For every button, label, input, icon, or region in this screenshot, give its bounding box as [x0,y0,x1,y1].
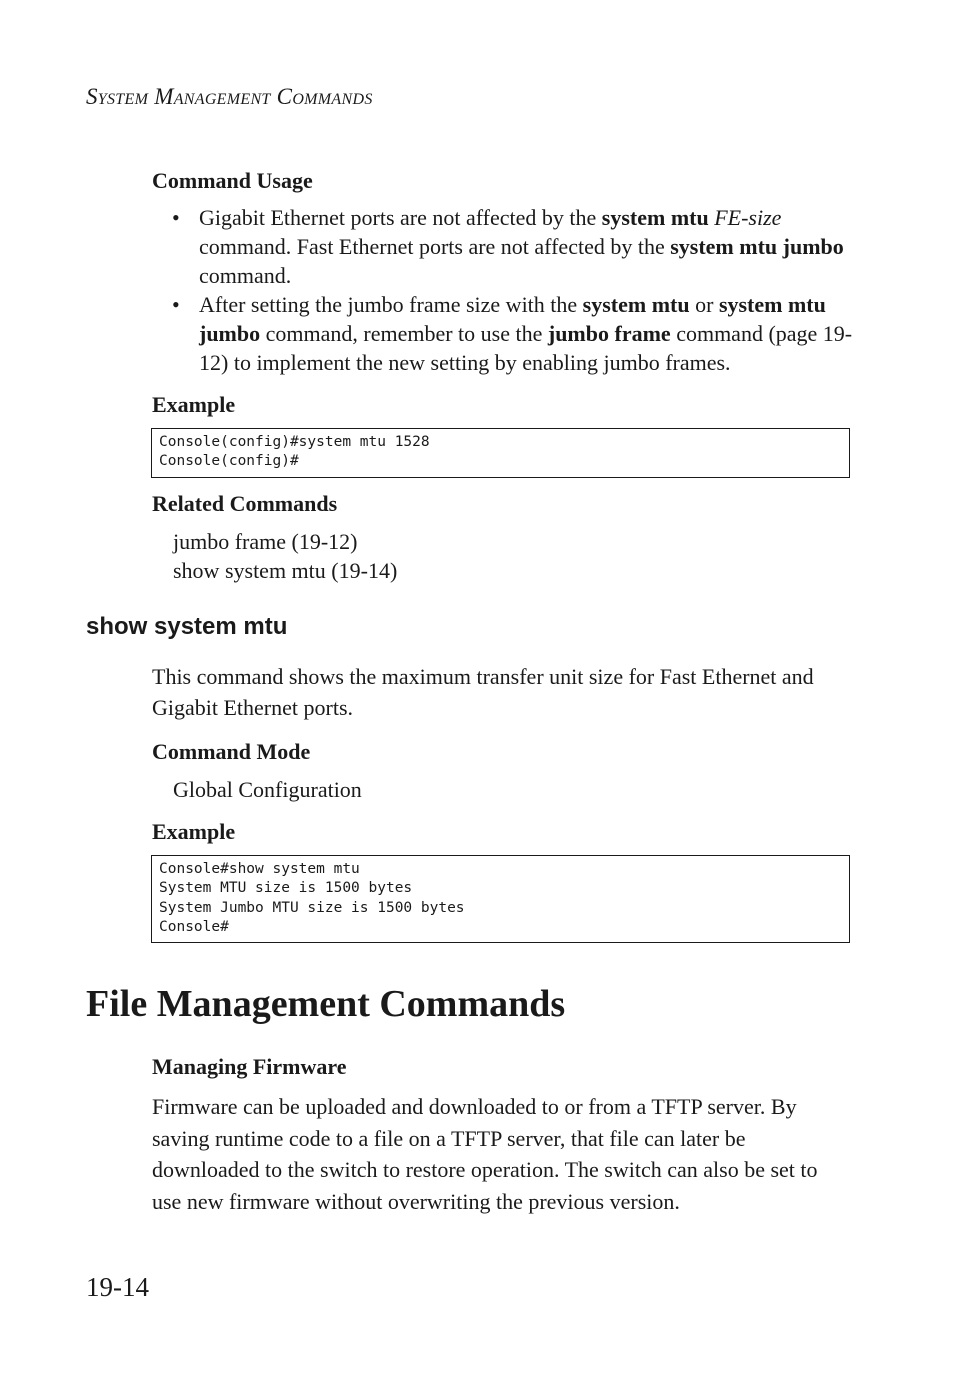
command-mode-value: Global Configuration [173,777,362,802]
usage-bullet-2 [172,290,862,377]
running-header: System Management Commands [86,84,373,109]
usage-bullet-2-text: After setting the jumbo frame size with the system mtu or system mtu jumbo command, remember to use the jumbo frame command (page 19-12) to implement the new setting by enabling jumbo frames. [199,292,853,375]
chapter-title: File Management Commands [86,983,566,1025]
firmware-paragraph: Firmware can be uploaded and downloaded to or from a TFTP server. By saving runtime code to a file on a TFTP server, that file can later be downloaded to the switch to restore operation. The switch can also be set to use new firmware without overwriting the previous version. [152,1094,818,1214]
example-heading-2: Example [152,819,236,844]
related-commands-list [173,527,397,585]
related-command-link[interactable]: jumbo frame (19-12) [173,529,358,554]
usage-bullet-1-text: Gigabit Ethernet ports are not affected by the system mtu FE-size command. Fast Ethernet ports are not affected by the system mtu jumbo command. [199,205,844,288]
bullet-dot: • [172,292,180,317]
example-heading-1: Example [152,392,236,417]
command-usage-list [172,203,862,377]
example-code-box-2: Console#show system mtu System MTU size is 1500 bytes System Jumbo MTU size is 1500 bytes Console# [151,855,850,943]
example-code-box-1: Console(config)#system mtu 1528 Console(config)# [151,428,850,478]
related-command-link[interactable]: show system mtu (19-14) [173,558,398,583]
command-mode-heading: Command Mode [152,739,311,764]
managing-firmware-heading: Managing Firmware [152,1054,347,1079]
bullet-dot: • [172,205,180,230]
usage-bullet-1 [172,203,862,290]
related-commands-heading: Related Commands [152,491,338,516]
section-description: This command shows the maximum transfer unit size for Fast Ethernet and Gigabit Ethernet ports. [152,664,814,720]
section-title: show system mtu [86,613,288,640]
command-usage-heading: Command Usage [152,168,313,193]
page-number: 19-14 [86,1272,149,1302]
